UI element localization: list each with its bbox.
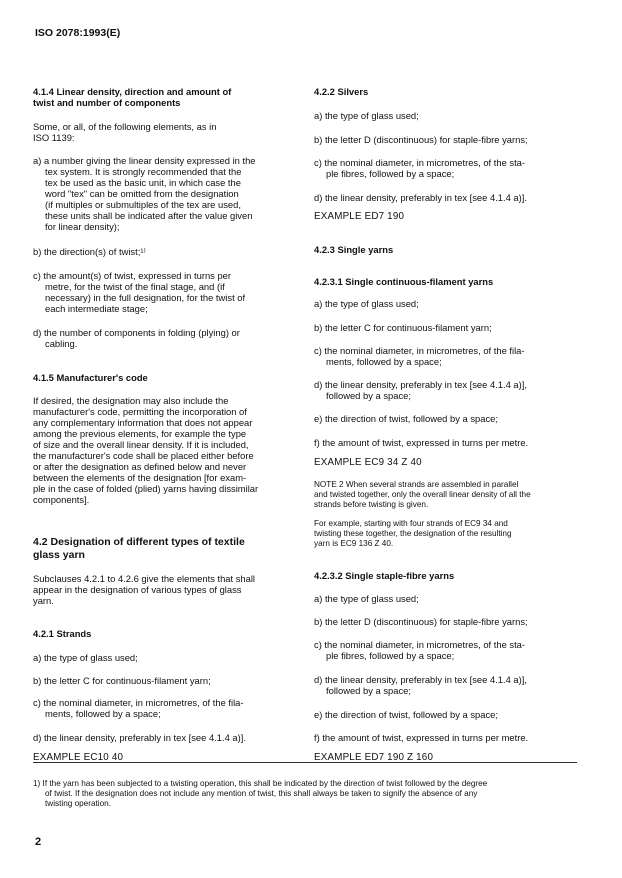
s415-body-l2: manufacturer's code, permitting the incorporation of	[33, 406, 247, 417]
s4232-item-c-l1: c) the nominal diameter, in micrometres, of the sta-	[314, 639, 526, 650]
item-a-l6: these units shall be indicated after the value given	[45, 210, 253, 221]
s415-body-l7: or after the designation as defined below and never	[33, 461, 247, 472]
s4232-item-d-l2: followed by a space;	[326, 685, 411, 696]
s4232-item-f: f) the amount of twist, expressed in turns per metre.	[314, 732, 529, 743]
s42-body-l2: appear in the designation of various types of glass	[33, 584, 242, 595]
s4231-item-c-l2: ments, followed by a space;	[326, 356, 442, 367]
s415-body-l10: components].	[33, 494, 90, 505]
s421-item-c-l2: ments, followed by a space;	[45, 708, 161, 719]
item-c-l2: metre, for the twist of the final stage, and (if	[45, 281, 225, 292]
footnote-l1: 1) If the yarn has been subjected to a twisting operation, this shall be indicated by the direction of twist followed by the degree	[33, 779, 488, 788]
s415-body-l8: between the elements of the designation [for exam-	[33, 472, 247, 483]
s4232-item-a: a) the type of glass used;	[314, 593, 419, 604]
item-a-l2: tex system. It is strongly recommended that the	[45, 166, 242, 177]
section-4-1-4-title-l2: twist and number of components	[33, 97, 181, 108]
s421-example: EXAMPLE EC10 40	[33, 752, 124, 763]
footnote-l2: of twist. If the designation does not include any mention of twist, this shall always be taken to signify the absence of any	[45, 789, 478, 798]
item-d-l1: d) the number of components in folding (plying) or	[33, 327, 240, 338]
s415-body-l9: ple in the case of folded (plied) yarns having dissimilar	[33, 483, 259, 494]
s422-item-c-l2: ple fibres, followed by a space;	[326, 168, 455, 179]
s422-item-b: b) the letter D (discontinuous) for staple-fibre yarns;	[314, 134, 528, 145]
note-2-example-l2: twisting these together, the designation of the resulting	[314, 529, 512, 538]
s415-body-l5: of size and the overall linear density. If it is included,	[33, 439, 249, 450]
s414-intro-l1: Some, or all, of the following elements, as in	[33, 121, 217, 132]
section-4-2-1-title: 4.2.1 Strands	[33, 628, 92, 639]
s42-body-l1: Subclauses 4.2.1 to 4.2.6 give the elements that shall	[33, 573, 256, 584]
s42-body-l3: yarn.	[33, 595, 54, 606]
section-4-2-3-2-title: 4.2.3.2 Single staple-fibre yarns	[314, 570, 455, 581]
s415-body-l6: the manufacturer's code shall be placed either before	[33, 450, 254, 461]
s4231-item-a: a) the type of glass used;	[314, 298, 419, 309]
page-number: 2	[35, 836, 42, 848]
section-4-2-2-title: 4.2.2 Silvers	[314, 86, 369, 97]
item-a-l1: a) a number giving the linear density expressed in the	[33, 155, 256, 166]
s415-body-l3: any complementary information that does not appear	[33, 417, 253, 428]
footnote-l3: twisting operation.	[45, 799, 111, 808]
item-d-l2: cabling.	[45, 338, 78, 349]
s422-example: EXAMPLE ED7 190	[314, 211, 405, 222]
s4231-item-e: e) the direction of twist, followed by a space;	[314, 413, 498, 424]
section-4-2-title-l1: 4.2 Designation of different types of textile	[33, 536, 245, 548]
s4231-item-b: b) the letter C for continuous-filament yarn;	[314, 322, 492, 333]
s421-item-d: d) the linear density, preferably in tex [see 4.1.4 a)].	[33, 732, 246, 743]
s4231-item-c-l1: c) the nominal diameter, in micrometres, of the fila-	[314, 345, 525, 356]
s415-body-l1: If desired, the designation may also include the	[33, 395, 229, 406]
s422-item-d: d) the linear density, preferably in tex [see 4.1.4 a)].	[314, 192, 527, 203]
note-2-l2: and twisted together, only the overall linear density of all the	[314, 490, 531, 499]
section-4-1-4-title-l1: 4.1.4 Linear density, direction and amount of	[33, 86, 232, 97]
s415-body-l4: among the previous elements, for example the type	[33, 428, 247, 439]
item-c-l3: necessary) in the full designation, for the twist of	[45, 292, 246, 303]
s4231-example: EXAMPLE EC9 34 Z 40	[314, 457, 422, 468]
item-a-l4: word "tex" can be omitted from the designation	[45, 188, 239, 199]
note-2-l3: strands before twisting is given.	[314, 500, 429, 509]
item-b: b) the direction(s) of twist;¹⁾	[33, 246, 146, 257]
footnote-rule	[33, 762, 577, 763]
s421-item-a: a) the type of glass used;	[33, 652, 138, 663]
section-4-2-3-title: 4.2.3 Single yarns	[314, 244, 394, 255]
s4231-item-d-l2: followed by a space;	[326, 390, 411, 401]
note-2-example-l1: For example, starting with four strands of EC9 34 and	[314, 519, 508, 528]
item-a-l7: for linear density);	[45, 221, 120, 232]
s4232-item-e: e) the direction of twist, followed by a space;	[314, 709, 498, 720]
item-c-l1: c) the amount(s) of twist, expressed in turns per	[33, 270, 231, 281]
section-4-1-5-title: 4.1.5 Manufacturer's code	[33, 372, 148, 383]
s422-item-c-l1: c) the nominal diameter, in micrometres, of the sta-	[314, 157, 526, 168]
s4232-example: EXAMPLE ED7 190 Z 160	[314, 752, 434, 763]
s414-intro-l2: ISO 1139:	[33, 132, 75, 143]
s4232-item-c-l2: ple fibres, followed by a space;	[326, 650, 455, 661]
s4231-item-f: f) the amount of twist, expressed in turns per metre.	[314, 437, 529, 448]
s4231-item-d-l1: d) the linear density, preferably in tex [see 4.1.4 a)],	[314, 379, 527, 390]
s421-item-b: b) the letter C for continuous-filament yarn;	[33, 675, 211, 686]
running-header: ISO 2078:1993(E)	[35, 27, 121, 39]
note-2-example-l3: yarn is EC9 136 Z 40.	[314, 539, 394, 548]
item-a-l5: (if multiples or submultiples of the tex are used,	[45, 199, 241, 210]
s4232-item-d-l1: d) the linear density, preferably in tex [see 4.1.4 a)],	[314, 674, 527, 685]
s4232-item-b: b) the letter D (discontinuous) for staple-fibre yarns;	[314, 616, 528, 627]
s422-item-a: a) the type of glass used;	[314, 110, 419, 121]
item-c-l4: each intermediate stage;	[45, 303, 148, 314]
section-4-2-title-l2: glass yarn	[33, 549, 85, 561]
s421-item-c-l1: c) the nominal diameter, in micrometres, of the fila-	[33, 697, 244, 708]
note-2-l1: NOTE 2 When several strands are assembled in parallel	[314, 480, 519, 489]
item-a-l3: tex be used as the basic unit, in which case the	[45, 177, 241, 188]
section-4-2-3-1-title: 4.2.3.1 Single continuous-filament yarns	[314, 276, 494, 287]
